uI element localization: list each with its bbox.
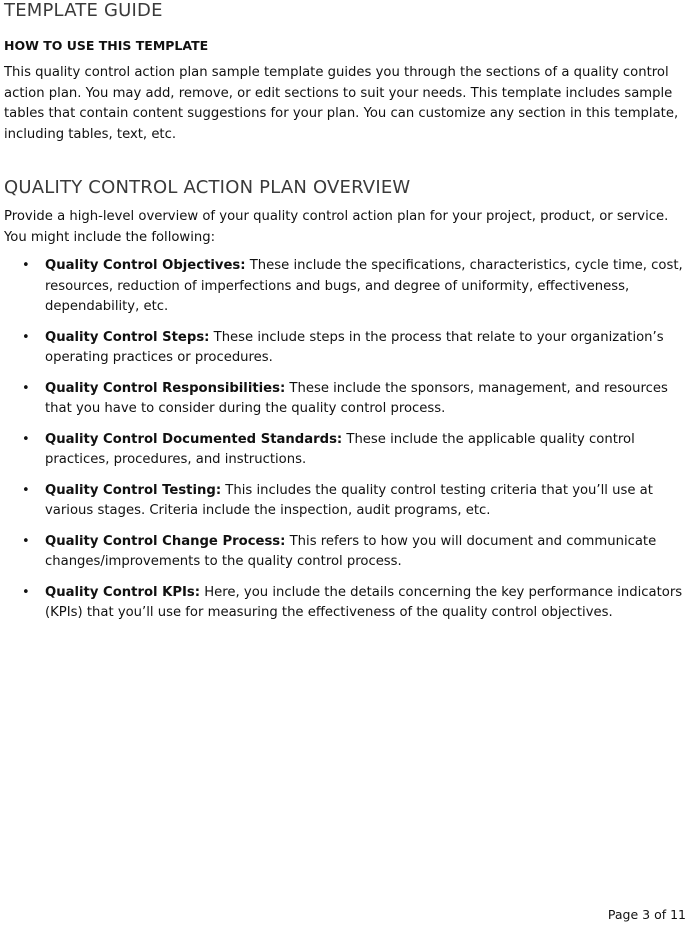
item-text: This refers to how you will document and communicate changes/improvements to the quality control process. [45,533,657,569]
bullet-icon: • [22,482,30,498]
how-to-use-subheading: HOW TO USE THIS TEMPLATE [4,38,209,53]
page-number: Page 3 of 11 [607,907,686,922]
document-page [4,0,688,634]
item-term: Quality Control KPIs: [45,584,201,600]
list-item [4,532,688,573]
bullet-icon: • [22,431,30,447]
item-text: These include the specifications, characteristics, cycle time, cost, resources, reduction of imperfections and bugs, and degree of uniformity, effectiveness, dependability, etc. [45,258,683,314]
item-text: These include steps in the process that relate to your organization’s operating practices or procedures. [45,329,664,365]
bullet-icon: • [22,258,30,273]
item-term: Quality Control Responsibilities: [45,380,286,396]
list-item [4,583,688,624]
item-text: These include the applicable quality control practices, procedures, and instructions. [45,431,635,467]
bullet-icon: • [22,380,30,396]
item-term: Quality Control Steps: [45,329,210,345]
template-guide-body: This quality control action plan sample template guides you through the sections of a quality control action plan. You may add, remove, or edit sections to suit your needs. This template includes sample tables that contain content suggestions for your plan. You can customize any section in this template, including tables, text, etc. [4,65,679,142]
overview-heading: QUALITY CONTROL ACTION PLAN OVERVIEW [4,177,411,198]
item-term: Quality Control Testing: [45,482,222,498]
item-text: This includes the quality control testing criteria that you’ll use at various stages. Criteria include the inspection, audit programs, etc. [45,482,653,518]
bullet-icon: • [22,329,30,345]
overview-bullet-list [4,256,688,624]
list-item [4,256,688,318]
list-item [4,379,688,420]
item-text: Here, you include the details concerning the key performance indicators (KPIs) that you’ll use for measuring the effectiveness of the quality control objectives. [45,584,683,620]
list-item [4,481,688,522]
template-guide-heading: TEMPLATE GUIDE [4,0,163,21]
item-term: Quality Control Objectives: [45,258,246,273]
overview-intro: Provide a high-level overview of your quality control action plan for your project, product, or service. You might include the following: [4,209,669,245]
list-item [4,328,688,369]
item-term: Quality Control Change Process: [45,533,286,549]
item-term: Quality Control Documented Standards: [45,431,343,447]
bullet-icon: • [22,584,30,600]
item-text: These include the sponsors, management, and resources that you have to consider during the quality control process. [45,380,668,416]
list-item [4,430,688,471]
bullet-icon: • [22,533,30,549]
